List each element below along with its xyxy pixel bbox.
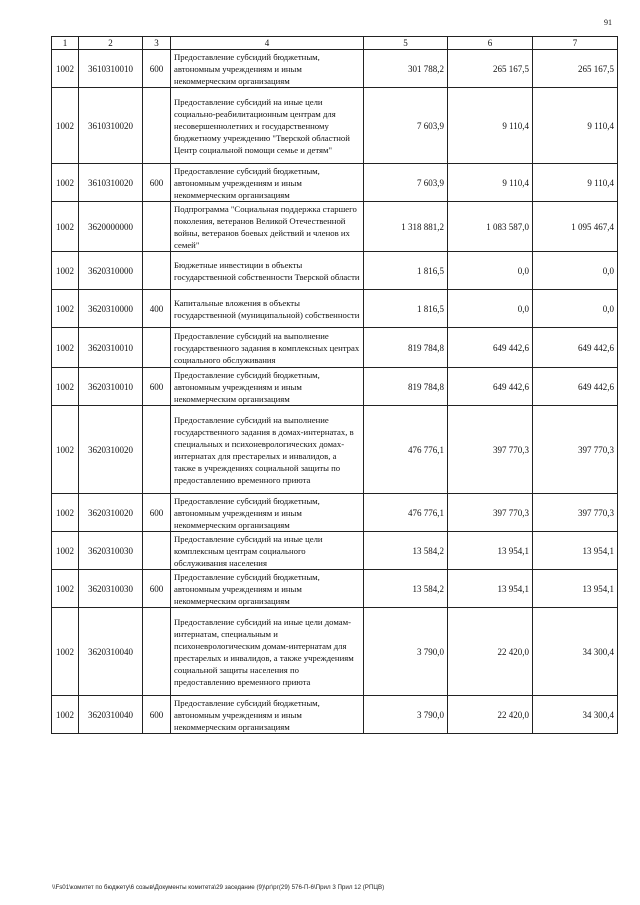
amount-col5-cell: 1 318 881,2 <box>364 202 448 252</box>
amount-col6-cell: 0,0 <box>448 252 533 290</box>
item-name-cell: Предоставление субсидий на иные цели социально-реабилитационным центрам для несовершеннолетних и государственному бюджетному учреждению "Тверской областной Центр социальной помощи семье и детям" <box>171 88 364 164</box>
table-row <box>52 570 618 608</box>
target-code-cell: 3610310010 <box>79 50 143 88</box>
expense-type-cell: 400 <box>143 290 171 328</box>
item-name-cell: Предоставление субсидий на иные цели домам-интернатам, специальным и психоневрологическим домам-интернатам для престарелых и инвалидов, а также учреждениям социальной защиты населения по предоставлению временного приюта <box>171 608 364 696</box>
section-code-cell: 1002 <box>52 570 79 608</box>
amount-col7-cell: 1 095 467,4 <box>533 202 618 252</box>
target-code-cell: 3620310030 <box>79 570 143 608</box>
page-number: 91 <box>604 18 612 27</box>
expense-type-cell: 600 <box>143 164 171 202</box>
item-name-cell: Предоставление субсидий на выполнение государственного задания в комплексных центрах социального обслуживания <box>171 328 364 368</box>
target-code-cell: 3620310020 <box>79 406 143 494</box>
item-name-cell: Предоставление субсидий бюджетным, автономным учреждениям и иным некоммерческим организациям <box>171 494 364 532</box>
amount-col5-cell: 3 790,0 <box>364 608 448 696</box>
table-row <box>52 328 618 368</box>
header-cell: 4 <box>171 37 364 50</box>
table-row <box>52 368 618 406</box>
target-code-cell: 3610310020 <box>79 88 143 164</box>
amount-col5-cell: 476 776,1 <box>364 494 448 532</box>
expense-type-cell <box>143 252 171 290</box>
item-name-cell: Предоставление субсидий бюджетным, автономным учреждениям и иным некоммерческим организациям <box>171 570 364 608</box>
target-code-cell: 3620310000 <box>79 252 143 290</box>
amount-col6-cell: 649 442,6 <box>448 368 533 406</box>
section-code-cell: 1002 <box>52 494 79 532</box>
amount-col7-cell: 13 954,1 <box>533 570 618 608</box>
header-cell: 5 <box>364 37 448 50</box>
section-code-cell: 1002 <box>52 88 79 164</box>
amount-col6-cell: 9 110,4 <box>448 164 533 202</box>
item-name-cell: Предоставление субсидий на выполнение государственного задания в домах-интернатах, в специальных и психоневрологических домах-интернатах для престарелых и инвалидов, а также в учреждениях социальной защиты по предоставлению временного приюта <box>171 406 364 494</box>
amount-col6-cell: 22 420,0 <box>448 608 533 696</box>
target-code-cell: 3620310040 <box>79 696 143 734</box>
table-row <box>52 202 618 252</box>
target-code-cell: 3620310010 <box>79 368 143 406</box>
expense-type-cell <box>143 202 171 252</box>
expense-type-cell: 600 <box>143 494 171 532</box>
amount-col7-cell: 34 300,4 <box>533 608 618 696</box>
header-cell: 3 <box>143 37 171 50</box>
expense-type-cell <box>143 88 171 164</box>
amount-col7-cell: 0,0 <box>533 290 618 328</box>
amount-col5-cell: 13 584,2 <box>364 532 448 570</box>
table-row <box>52 532 618 570</box>
amount-col6-cell: 13 954,1 <box>448 532 533 570</box>
expense-type-cell <box>143 406 171 494</box>
section-code-cell: 1002 <box>52 368 79 406</box>
amount-col6-cell: 9 110,4 <box>448 88 533 164</box>
amount-col7-cell: 397 770,3 <box>533 494 618 532</box>
table-row <box>52 494 618 532</box>
header-cell: 7 <box>533 37 618 50</box>
amount-col7-cell: 649 442,6 <box>533 368 618 406</box>
table-row <box>52 290 618 328</box>
expense-type-cell <box>143 608 171 696</box>
item-name-cell: Капитальные вложения в объекты государственной (муниципальной) собственности <box>171 290 364 328</box>
item-name-cell: Предоставление субсидий бюджетным, автономным учреждениям и иным некоммерческим организациям <box>171 696 364 734</box>
target-code-cell: 3620310000 <box>79 290 143 328</box>
amount-col7-cell: 0,0 <box>533 252 618 290</box>
amount-col5-cell: 7 603,9 <box>364 164 448 202</box>
budget-table <box>51 36 618 734</box>
footer-file-path: \\Fs01\комитет по бюджету\6 созыв\Документы комитета\29 заседание (9)\рг\рг(29) 576-П-6\Прил 3 Прил 12 (РПЦВ) <box>52 884 385 891</box>
amount-col5-cell: 476 776,1 <box>364 406 448 494</box>
table-row <box>52 50 618 88</box>
item-name-cell: Предоставление субсидий бюджетным, автономным учреждениям и иным некоммерческим организациям <box>171 368 364 406</box>
amount-col6-cell: 397 770,3 <box>448 406 533 494</box>
section-code-cell: 1002 <box>52 252 79 290</box>
amount-col6-cell: 265 167,5 <box>448 50 533 88</box>
item-name-cell: Предоставление субсидий бюджетным, автономным учреждениям и иным некоммерческим организациям <box>171 50 364 88</box>
target-code-cell: 3620310030 <box>79 532 143 570</box>
section-code-cell: 1002 <box>52 202 79 252</box>
amount-col6-cell: 649 442,6 <box>448 328 533 368</box>
amount-col7-cell: 13 954,1 <box>533 532 618 570</box>
amount-col7-cell: 649 442,6 <box>533 328 618 368</box>
item-name-cell: Бюджетные инвестиции в объекты государственной собственности Тверской области <box>171 252 364 290</box>
amount-col5-cell: 301 788,2 <box>364 50 448 88</box>
amount-col5-cell: 819 784,8 <box>364 328 448 368</box>
table-row <box>52 252 618 290</box>
target-code-cell: 3620310040 <box>79 608 143 696</box>
item-name-cell: Предоставление субсидий бюджетным, автономным учреждениям и иным некоммерческим организациям <box>171 164 364 202</box>
table-row <box>52 88 618 164</box>
target-code-cell: 3620000000 <box>79 202 143 252</box>
expense-type-cell: 600 <box>143 696 171 734</box>
amount-col7-cell: 34 300,4 <box>533 696 618 734</box>
expense-type-cell <box>143 328 171 368</box>
section-code-cell: 1002 <box>52 50 79 88</box>
amount-col7-cell: 9 110,4 <box>533 88 618 164</box>
amount-col7-cell: 9 110,4 <box>533 164 618 202</box>
amount-col7-cell: 265 167,5 <box>533 50 618 88</box>
expense-type-cell: 600 <box>143 368 171 406</box>
header-cell: 2 <box>79 37 143 50</box>
amount-col5-cell: 1 816,5 <box>364 290 448 328</box>
amount-col5-cell: 3 790,0 <box>364 696 448 734</box>
amount-col6-cell: 397 770,3 <box>448 494 533 532</box>
expense-type-cell: 600 <box>143 50 171 88</box>
amount-col6-cell: 13 954,1 <box>448 570 533 608</box>
section-code-cell: 1002 <box>52 328 79 368</box>
section-code-cell: 1002 <box>52 608 79 696</box>
table-header-row <box>52 37 618 50</box>
table-row <box>52 696 618 734</box>
section-code-cell: 1002 <box>52 290 79 328</box>
section-code-cell: 1002 <box>52 164 79 202</box>
expense-type-cell: 600 <box>143 570 171 608</box>
item-name-cell: Предоставление субсидий на иные цели комплексным центрам социального обслуживания населения <box>171 532 364 570</box>
target-code-cell: 3610310020 <box>79 164 143 202</box>
section-code-cell: 1002 <box>52 696 79 734</box>
target-code-cell: 3620310020 <box>79 494 143 532</box>
amount-col5-cell: 13 584,2 <box>364 570 448 608</box>
table-row <box>52 608 618 696</box>
amount-col7-cell: 397 770,3 <box>533 406 618 494</box>
amount-col5-cell: 819 784,8 <box>364 368 448 406</box>
amount-col6-cell: 22 420,0 <box>448 696 533 734</box>
amount-col6-cell: 1 083 587,0 <box>448 202 533 252</box>
header-cell: 6 <box>448 37 533 50</box>
amount-col5-cell: 1 816,5 <box>364 252 448 290</box>
item-name-cell: Подпрограмма "Социальная поддержка старшего поколения, ветеранов Великой Отечественной войны, ветеранов боевых действий и членов их семей" <box>171 202 364 252</box>
expense-type-cell <box>143 532 171 570</box>
section-code-cell: 1002 <box>52 406 79 494</box>
amount-col6-cell: 0,0 <box>448 290 533 328</box>
table-row <box>52 406 618 494</box>
amount-col5-cell: 7 603,9 <box>364 88 448 164</box>
table-row <box>52 164 618 202</box>
target-code-cell: 3620310010 <box>79 328 143 368</box>
header-cell: 1 <box>52 37 79 50</box>
section-code-cell: 1002 <box>52 532 79 570</box>
